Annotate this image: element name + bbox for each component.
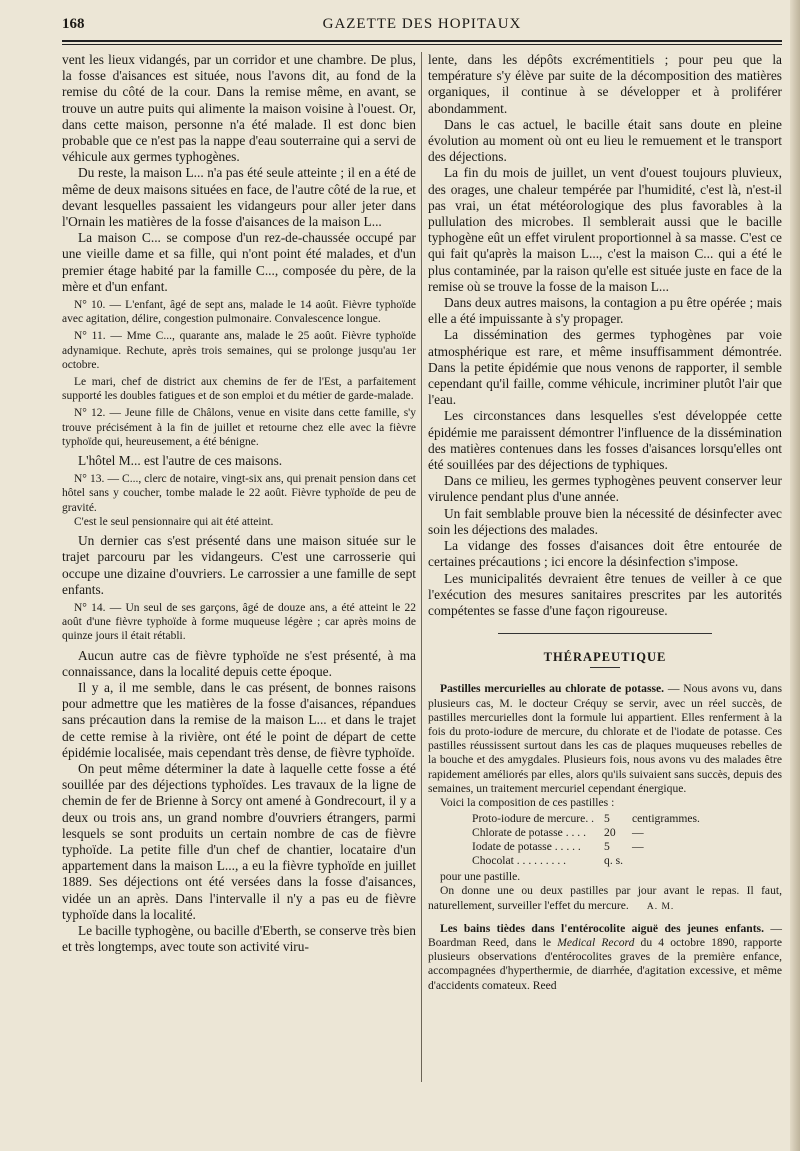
case-notes xyxy=(62,472,416,529)
formula-unit: centigrammes. xyxy=(632,812,700,826)
paragraph: Les circonstances dans lesquelles s'est développée cette épidémie me paraissent démontrer l'influence de la dissémination des matières contenues dans les fosses d'aisances lorsqu'elles ont été souillées par des déjections de typhiques. xyxy=(428,408,782,473)
case-notes xyxy=(62,298,416,449)
formula-table xyxy=(472,812,704,868)
page-edge-shadow xyxy=(790,0,800,1151)
page-number: 168 xyxy=(62,16,85,32)
paragraph: La fin du mois de juillet, un vent d'ouest toujours pluvieux, des orages, une chaleur tempérée par l'humidité, c'est là, n'est-il pas vrai, un état météorologique des plus favorables à la pullulation des microbes. Il semblerait aussi que le bacille typhogène eût un effet virulent proportionnel à sa masse. C'est ce qui fait qu'après la maison L..., c'est la maison C... qui a été le plus contaminée, par la raison qu'elle est située juste en face de la remise où se trouve la fosse de la maison L... xyxy=(428,165,782,294)
column-divider xyxy=(421,52,422,1082)
ornament-line xyxy=(498,633,712,634)
case-entry: C'est le seul pensionnaire qui ait été atteint. xyxy=(74,515,274,528)
formula-ingredient: Chlorate de potasse . . . . xyxy=(472,826,586,840)
paragraph: vent les lieux vidangés, par un corridor et une chambre. De plus, la fosse d'aisances est située, nous l'avons dit, au fond de la remise du côté de la cour. Dans la remise même, en avant, se trouve un autre puits qui alimente la maison voisine à l'ouest. Or, dans cette maison, personne n'a été malade. Il est donc bien probable que ce n'est pas la nappe d'eau souterraine qui a servi de véhicule aux germes typhogènes. xyxy=(62,52,416,165)
paragraph: Il y a, il me semble, dans le cas présent, de bonnes raisons pour admettre que les matières de la fosse d'aisances, répandues sans précaution dans la remise de la maison L... et dans le trajet de cette remise à la rivière, ont été le point de départ de cette épidémie localisée, mais cependant très dense, de fièvre typhoïde. xyxy=(62,679,416,760)
paragraph: Aucun autre cas de fièvre typhoïde ne s'est présenté, à ma connaissance, dans la localité depuis cette époque. xyxy=(62,647,416,679)
title-rule xyxy=(590,667,620,668)
paragraph: Les municipalités devraient être tenues de veiller à ce que l'exécution des mesures sanitaires prescrites par les autorités compétentes se fasse d'une façon rigoureuse. xyxy=(428,570,782,618)
formula-ingredient: Chocolat . . . . . . . . . xyxy=(472,854,567,868)
formula-ingredient: Iodate de potasse . . . . . xyxy=(472,840,581,854)
paragraph: Un dernier cas s'est présenté dans une maison située sur le trajet parcouru par les vidangeurs. C'est une carrosserie qui occupe une dizaine d'ouvriers. Le carrossier a une famille de sept enfants. xyxy=(62,533,416,597)
formula-unit xyxy=(632,854,704,868)
paragraph: Dans le cas actuel, le bacille était sans doute en pleine évolution au moment où ont eu lieu le remuement et le transport des déjections. xyxy=(428,116,782,165)
paragraph: Dans ce milieu, les germes typhogènes peuvent conserver leur virulence pendant plus d'une année. xyxy=(428,473,782,505)
header-rule xyxy=(62,40,782,45)
section-title: THÉRAPEUTIQUE xyxy=(543,650,667,665)
formula-quantity: 5 xyxy=(604,840,610,854)
formula-quantity: 20 xyxy=(604,826,616,840)
article-paragraph: Les bains tièdes dans l'entérocolite aiguë des jeunes enfants. — Boardman Reed, dans le Medical Record du 4 octobre 1890, rapporte plusieurs observations d'entérocolites graves de la première enfance, accompagnées d'hyperthermie, de diarrhée, d'agitation excessive, et même d'accidents comateux. Reed xyxy=(428,921,782,992)
formula-quantity: q. s. xyxy=(604,854,624,868)
formula-ingredient: Proto-iodure de mercure. . xyxy=(472,812,595,826)
formula-quantity: 5 xyxy=(604,812,610,826)
case-entry: N° 14. — Un seul de ses garçons, âgé de douze ans, a été atteint le 22 août d'une fièvre typhoïde à forme muqueuse légère ; car après moins de quinze jours il était rétabli. xyxy=(62,601,416,643)
formula-row xyxy=(472,854,704,868)
paragraph: Le bacille typhogène, ou bacille d'Eberth, se conserve très bien et très longtemps, avec toute son activité viru- xyxy=(62,922,416,955)
article-title: Les bains tièdes dans l'entérocolite aiguë des jeunes enfants. xyxy=(440,921,764,935)
formula-row xyxy=(472,812,704,826)
paragraph: Un fait semblable prouve bien la nécessité de désinfecter avec soin les déjections des malades. xyxy=(428,505,782,537)
paragraph: La maison C... se compose d'un rez-de-chaussée occupé par une vieille dame et sa fille, qui n'ont point été malades, et d'un premier étage habité par la famille C..., composée du père, de la mère et d'un enfant. xyxy=(62,230,416,294)
paragraph: lente, dans les dépôts excrémentitiels ; pour peu que la température s'y élève par suite de la décomposition des matières organiques, il continue à se développer et à proliférer abondamment. xyxy=(428,52,782,116)
case-entry: N° 11. — Mme C..., quarante ans, malade le 25 août. Fièvre typhoïde adynamique. Rechute, après trois semaines, qui se prolonge jusqu'au 1er octobre. xyxy=(62,330,416,371)
author-signature: A. M. xyxy=(646,901,675,912)
section-ornament xyxy=(428,629,782,637)
therapeutics-article xyxy=(428,682,782,992)
usage-note: On donne une ou deux pastilles par jour avant le repas. Il faut, naturellement, surveiller l'effet du mercure. A. M. xyxy=(428,884,782,912)
case-entry: N° 13. — C..., clerc de notaire, vingt-six ans, qui prenait pension dans cet hôtel sans y coucher, tombe malade le 22 août. Fièvre typhoïde de peu de gravité. xyxy=(62,473,416,514)
paragraph: Du reste, la maison L... n'a pas été seule atteinte ; il en a été de même de deux maisons situées en face, de l'autre côté de la rue, et devant lesquelles passaient les vidangeurs pour aller jeter dans l'Ornain les matières de la fosse d'aisances de la maison L... xyxy=(62,165,416,230)
paragraph: La dissémination des germes typhogènes par voie atmosphérique est rare, et même insuffisamment démontrée. Dans la petite épidémie que nous venons de rapporter, il semble cependant qu'il faille, comme véhicule, incriminer plutôt l'air que l'eau. xyxy=(428,327,782,408)
formula-unit: — xyxy=(632,826,644,840)
journal-title: GAZETTE DES HOPITAUX xyxy=(322,16,522,32)
paragraph: Dans deux autres maisons, la contagion a pu être opérée ; mais elle a été impuissante à s'y propager. xyxy=(428,295,782,327)
formula-note: pour une pastille. xyxy=(440,870,521,884)
page-header xyxy=(62,14,782,38)
formula-unit: — xyxy=(632,840,644,854)
article-body: — Nous avons vu, dans plusieurs cas, M. le docteur Créquy se servir, avec un réel succès, de pastilles mercurielles dont la formule lui appartient. Elles renferment à la fois du proto-iodure de mercure, du chlorate et de l'iodate de potasse. Ces pastilles réussissent surtout dans les cas de plaques muqueuses rebelles de la bouche et des amygdales. Plusieurs fois, nous avons vu des malades être rapidement améliorés par elles, alors qu'ils suivaient sans succès, depuis des semaines, un traitement mercuriel cependant énergique. xyxy=(428,682,782,795)
case-entry: Le mari, chef de district aux chemins de fer de l'Est, a parfaitement supporté les doubles fatigues et de son emploi et du métier de garde-malade. xyxy=(62,376,416,403)
case-entry: N° 10. — L'enfant, âgé de sept ans, malade le 14 août. Fièvre typhoïde avec agitation, délire, congestion pulmonaire. Convalescence longue. xyxy=(62,299,416,326)
article-title: Pastilles mercurielles au chlorate de potasse. xyxy=(440,682,665,696)
journal-reference: Medical Record xyxy=(557,935,635,949)
right-column xyxy=(428,52,782,993)
case-notes xyxy=(62,601,416,644)
paragraph: L'hôtel M... est l'autre de ces maisons. xyxy=(78,453,283,469)
paragraph: La vidange des fosses d'aisances doit être entourée de certaines précautions ; ici encore la désinfection s'impose. xyxy=(428,538,782,570)
case-entry: N° 12. — Jeune fille de Châlons, venue en visite dans cette famille, s'y trouve précisément à la fin de juillet et retourne chez elle avec la fièvre typhoïde qui, heureusement, a été bénigne. xyxy=(62,407,416,448)
paragraph: On peut même déterminer la date à laquelle cette fosse a été souillée par des déjections typhoïdes. Les travaux de la ligne de chemin de fer de Brienne à Sorcy ont amené à Gondrecourt, il y a deux ou trois ans, un grand nombre d'ouvriers étrangers, parmi lesquels se sont produits un certain nombre de cas de fièvre typhoïde. La petite fille d'un chef de chantier, locataire d'un appartement dans la maison L..., a eu la fièvre typhoïde en juillet 1889. Ses déjections ont été versées dans la fosse d'aisances, vidée un an après. Dans l'intervalle il n'y a pas eu de fièvre typhoïde dans la localité. xyxy=(62,760,416,922)
formula-row xyxy=(472,826,704,840)
formula-row xyxy=(472,840,704,854)
left-column xyxy=(62,52,416,955)
formula-intro: Voici la composition de ces pastilles : xyxy=(440,795,615,809)
